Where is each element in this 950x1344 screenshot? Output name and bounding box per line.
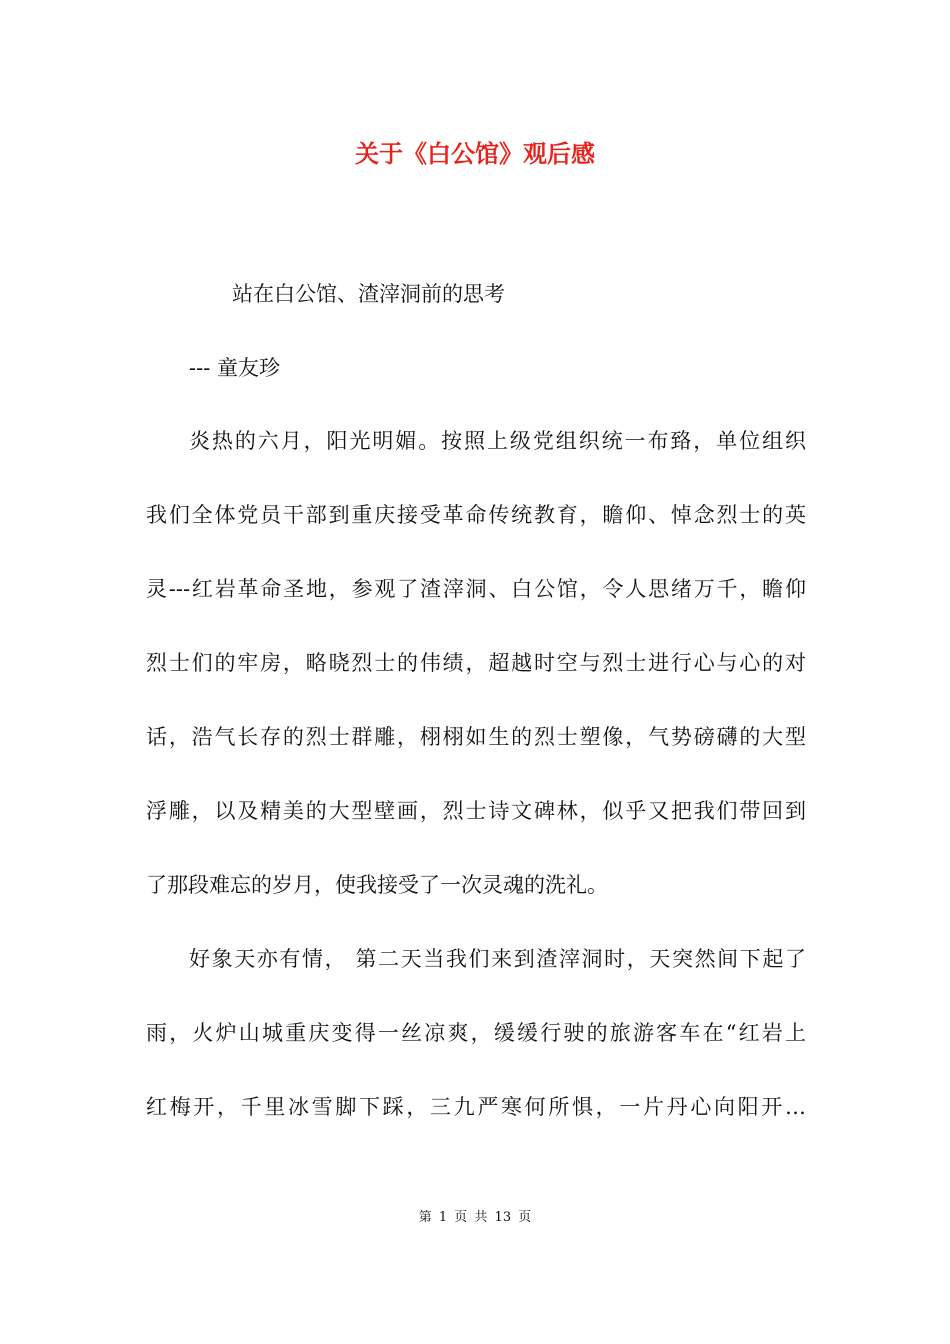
paragraph-line: 雨，火炉山城重庆变得一丝凉爽，缓缓行驶的旅游客车在“红岩上: [146, 1021, 806, 1045]
paragraph-line: 话，浩气长存的烈士群雕，栩栩如生的烈士塑像，气势磅礴的大型: [146, 725, 806, 749]
paragraph-2: [146, 922, 806, 1144]
document-subtitle: 站在白公馆、渣滓洞前的思考: [232, 282, 505, 306]
paragraph-line: 浮雕，以及精美的大型壁画，烈士诗文碑林，似乎又把我们带回到: [146, 799, 806, 823]
paragraph-line: 我们全体党员干部到重庆接受革命传统教育，瞻仰、悼念烈士的英: [146, 503, 806, 527]
document-title: 关于《白公馆》观后感: [355, 139, 595, 168]
paragraph-line: 烈士们的牢房，略晓烈士的伟绩，超越时空与烈士进行心与心的对: [146, 651, 806, 675]
paragraph-line: 了那段难忘的岁月，使我接受了一次灵魂的洗礼。: [146, 873, 608, 897]
paragraph-1: [146, 404, 806, 922]
paragraph-line: 炎热的六月，阳光明媚。按照上级党组织统一布臵，单位组织: [189, 429, 806, 453]
paragraph-line: 灵---红岩革命圣地，参观了渣滓洞、白公馆，令人思绪万千，瞻仰: [146, 577, 806, 601]
page-number-footer: 第 1 页 共 13 页: [418, 1210, 532, 1225]
paragraph-line: 好象天亦有情， 第二天当我们来到渣滓洞时，天突然间下起了: [189, 947, 806, 971]
paragraph-line: 红梅开，千里冰雪脚下踩，三九严寒何所惧，一片丹心向阳开…: [146, 1095, 806, 1119]
document-author: --- 童友珍: [189, 356, 280, 380]
